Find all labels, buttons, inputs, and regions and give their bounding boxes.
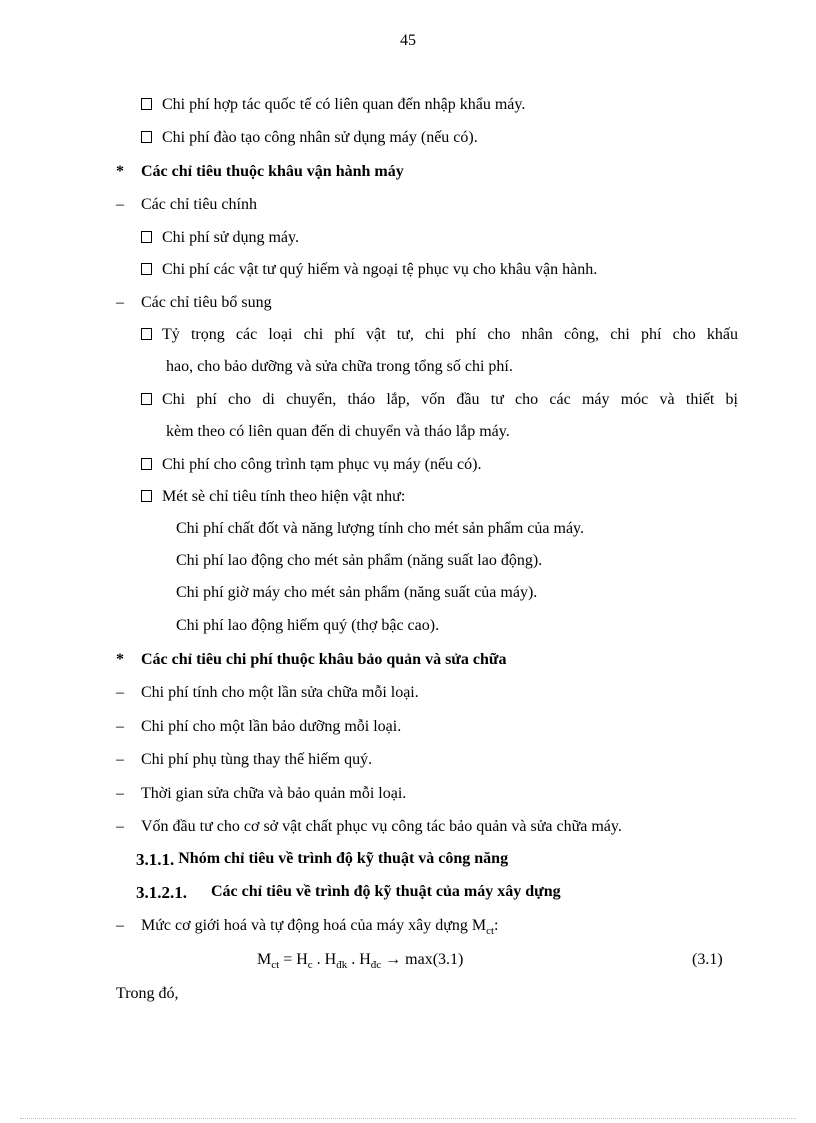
dash-icon: – — [116, 294, 124, 311]
list-item-continuation: kèm theo có liên quan đến di chuyển và tháo lắp máy. — [166, 423, 510, 440]
page-number: 45 — [400, 32, 416, 49]
list-item: – Thời gian sửa chữa và bảo quản mỗi loại. — [116, 785, 407, 802]
section-heading: * Các chỉ tiêu thuộc khâu vận hành máy — [116, 163, 404, 180]
list-item: – Mức cơ giới hoá và tự động hoá của máy xây dựng $M_{ct}$: — [116, 917, 499, 938]
checkbox-icon — [141, 231, 152, 243]
dash-icon: – — [116, 818, 124, 835]
sub-list-item: Chi phí lao động hiếm quý (thợ bậc cao). — [176, 617, 440, 634]
list-item: – Chi phí cho một lần bảo dưỡng mỗi loại. — [116, 718, 402, 735]
list-item: – Vốn đầu tư cho cơ sở vật chất phục vụ công tác bảo quản và sửa chữa máy. — [116, 818, 622, 835]
dash-icon: – — [116, 785, 124, 802]
list-item: – Các chỉ tiêu chính — [116, 196, 257, 213]
sub-list-item: Chi phí lao động cho mét sản phẩm (năng suất lao động). — [176, 552, 543, 569]
checkbox-icon — [141, 393, 152, 405]
page-bottom-divider — [20, 1118, 796, 1119]
dash-icon: – — [116, 917, 124, 934]
dash-icon: – — [116, 718, 124, 735]
sub-list-item: Chi phí chất đốt và năng lượng tính cho mét sản phẩm của máy. — [176, 520, 585, 537]
checkbox-icon — [141, 263, 152, 275]
paragraph-text: Trong đó, — [116, 985, 179, 1002]
sub-list-item: Chi phí giờ máy cho mét sản phẩm (năng suất của máy). — [176, 584, 538, 601]
list-item: Mét sè chỉ tiêu tính theo hiện vật như: — [141, 487, 405, 507]
checkbox-icon — [141, 490, 152, 502]
list-item: Chi phí sử dụng máy. — [141, 228, 299, 248]
list-item: – Chi phí phụ tùng thay thế hiếm quý. — [116, 751, 373, 768]
star-bullet-icon: * — [116, 651, 124, 668]
subsection-heading: 3.1.1. Nhóm chỉ tiêu về trình độ kỹ thuật và công năng — [136, 850, 509, 869]
star-bullet-icon: * — [116, 163, 124, 180]
list-item: – Chi phí tính cho một lần sửa chữa mỗi loại. — [116, 684, 419, 701]
list-item: Chi phí các vật tư quý hiếm và ngoại tệ phục vụ cho khâu vận hành. — [141, 260, 597, 280]
checkbox-icon — [141, 328, 152, 340]
list-item: – Các chỉ tiêu bổ sung — [116, 294, 272, 311]
list-item: Tỷ trọng các loại chi phí vật tư, chi phí cho nhân công, chi phí cho khấu — [141, 325, 738, 345]
formula-number: (3.1) — [692, 951, 723, 968]
list-item: Chi phí đào tạo công nhân sử dụng máy (nếu có). — [141, 128, 478, 148]
list-item: Chi phí cho công trình tạm phục vụ máy (nếu có). — [141, 455, 481, 475]
dash-icon: – — [116, 196, 124, 213]
checkbox-icon — [141, 98, 152, 110]
section-heading: * Các chỉ tiêu chi phí thuộc khâu bảo quản và sửa chữa — [116, 651, 507, 668]
list-item: Chi phí hợp tác quốc tế có liên quan đến nhập khẩu máy. — [141, 95, 525, 115]
subsection-heading: 3.1.2.1. Các chỉ tiêu về trình độ kỹ thuật của máy xây dựng — [136, 883, 561, 902]
list-item: Chi phí cho di chuyển, tháo lắp, vốn đầu tư cho các máy móc và thiết bị — [141, 390, 738, 410]
checkbox-icon — [141, 458, 152, 470]
dash-icon: – — [116, 751, 124, 768]
checkbox-icon — [141, 131, 152, 143]
formula: $M_{ct} = H_c$ . $H_{đk}$ . $H_{đc} \to \max(3.1)$ — [257, 951, 464, 972]
list-item-continuation: hao, cho bảo dưỡng và sửa chữa trong tổng số chi phí. — [166, 358, 513, 375]
dash-icon: – — [116, 684, 124, 701]
